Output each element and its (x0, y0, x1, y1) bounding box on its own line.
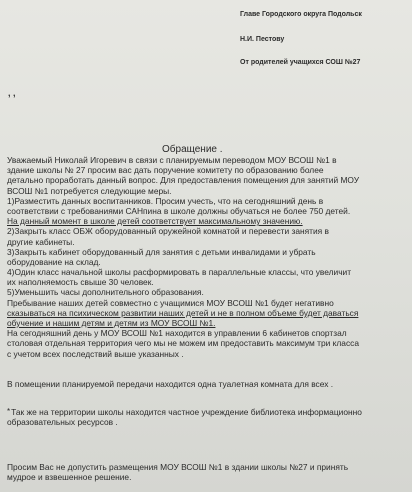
asterisk-mark-icon: * (7, 407, 11, 416)
body-line: 4)Один класс начальной школы расформировать в параллельные классы, что увеличит (7, 267, 352, 278)
body-line: На данный момент в школе детей соответствует максимальному значению. (7, 216, 303, 227)
body-line: другие кабинеты. (7, 236, 75, 247)
addressee-recipient-title: Главе Городского округа Подольск (240, 11, 362, 18)
body-line: 2)Закрыть класс ОБЖ оборудованный оружейной комнатой и перевести занятия в (7, 226, 329, 237)
body-line: 3)Закрыть кабинет оборудованный для занятия с детьми инвалидами и убрать (7, 246, 316, 257)
body-line: столовая отдельная территория чего мы не можем им предоставить максимум три класса (7, 338, 359, 349)
addressee-sender: От родителей учащихся СОШ №27 (240, 59, 361, 66)
body-line: Уважаемый Николай Игоревич в связи с планируемым переводом МОУ ВСОШ №1 в (7, 155, 337, 165)
body-line: соответствии с требованиями САНпина в школе должны обучаться не более 750 детей. (7, 205, 351, 216)
paragraph-library-line-1 (7, 407, 407, 417)
paragraph-library-line-1-text: Так же на территории школы находится частное учреждение библиотека информационно (11, 407, 362, 417)
paragraph-library (7, 407, 407, 427)
body-line: с учетом всех последствий выше указанных . (7, 348, 184, 359)
paragraph-request (7, 462, 407, 482)
paragraph-restroom-text: В помещении планируемой передачи находится одна туалетная комната для всех . (7, 379, 334, 389)
body-line: Пребывание наших детей совместно с учащимися МОУ ВСОШ №1 будет негативно (7, 297, 334, 308)
body-line: 5)Уменьшить часы дополнительного образования. (7, 287, 204, 298)
body-line: ВСОШ №1 потребуется следующие меры. (7, 185, 172, 196)
paragraph-library-line-2: образовательных ресурсов . (7, 417, 118, 428)
paragraph-request-line-2: мудрое и взвешенное решение. (7, 472, 132, 483)
paragraph-request-line-1: Просим Вас не допустить размещения МОУ ВСОШ №1 в здании школы №27 и принять (7, 462, 349, 472)
paragraph-restroom (7, 379, 407, 389)
body-line: здание школы № 27 просим вас дать поручение комитету по образованию более (7, 165, 324, 176)
body-line: На сегодняшний день у МОУ ВСОШ №1 находится в управлении 6 кабинетов спортзал (7, 328, 347, 339)
document-title: Обращение . (162, 144, 223, 155)
document-body (7, 155, 405, 359)
body-line: детально проработать данный вопрос. Для предоставления помещения для занятий МОУ (7, 175, 360, 186)
addressee-recipient-name: Н.И. Пестову (240, 36, 285, 43)
body-line: оборудование на склад. (7, 256, 101, 267)
body-line: обучение и нашим детям и детям из МОУ ВСОШ №1. (7, 318, 216, 328)
body-line: их наполняемость свыше 30 человек. (7, 277, 154, 288)
handwritten-mark: , , (8, 88, 16, 98)
body-line: 1)Разместить данных воспитанников. Просим учесть, что на сегодняшний день в (7, 195, 324, 206)
body-line: сказываться на психическом развитии наших детей и не в полном объеме будет даваться (7, 307, 359, 318)
